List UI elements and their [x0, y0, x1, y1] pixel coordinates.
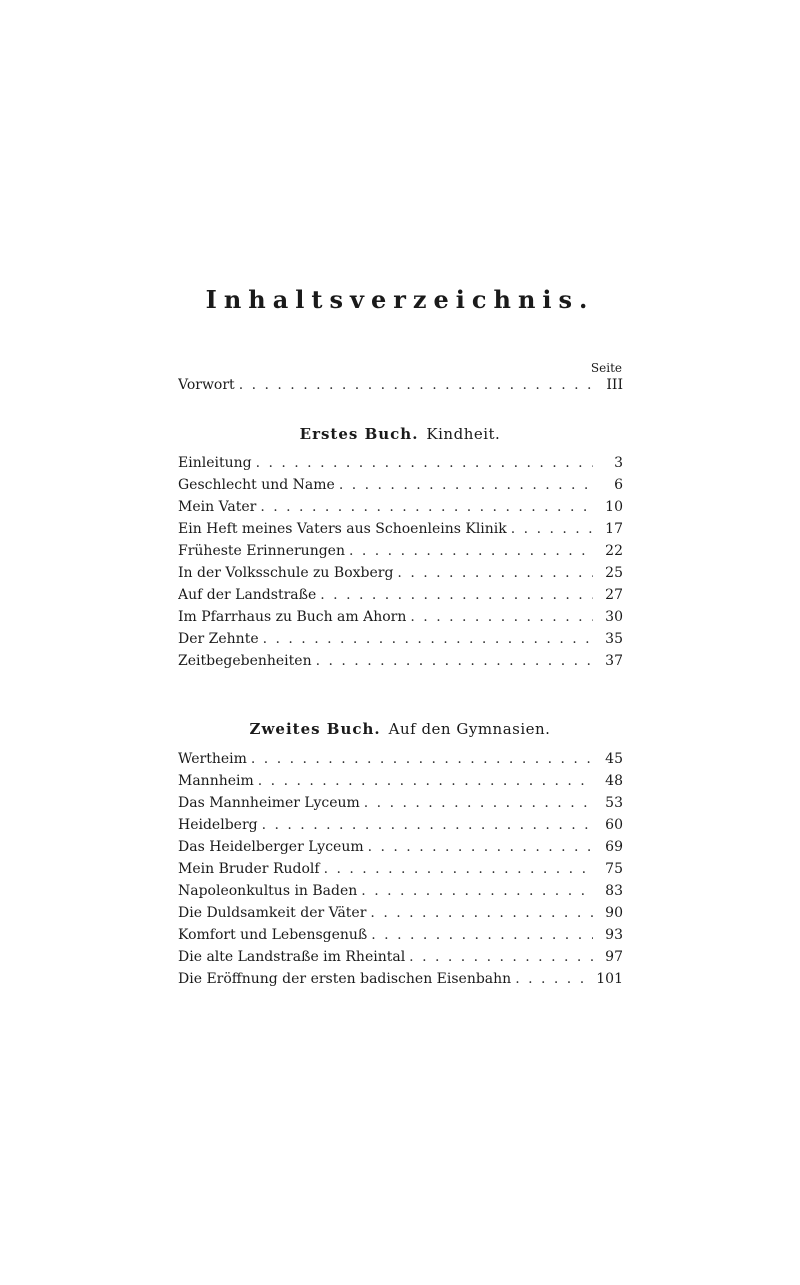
page-title: Inhaltsverzeichnis. [205, 285, 595, 314]
toc-entry [178, 748, 623, 770]
entry-page-number: 97 [605, 949, 623, 965]
entry-label: Heidelberg [178, 817, 258, 833]
dot-leader [397, 562, 593, 584]
entry-label: Das Mannheimer Lyceum [178, 795, 360, 811]
entry-page-number: 10 [605, 499, 623, 515]
entry-page-number: 60 [605, 817, 623, 833]
entry-page-number: 93 [605, 927, 623, 943]
dot-leader [361, 880, 593, 902]
toc-entry [178, 968, 623, 990]
dot-leader [316, 650, 593, 672]
toc-entry [178, 540, 623, 562]
toc-entry [178, 452, 623, 474]
entry-label: Der Zehnte [178, 631, 259, 647]
toc-entry [178, 584, 623, 606]
dot-leader [251, 748, 593, 770]
toc-entry [178, 474, 623, 496]
entry-page-number: 37 [605, 653, 623, 669]
entry-label: Das Heidelberger Lyceum [178, 839, 364, 855]
entry-page-number: 53 [605, 795, 623, 811]
dot-leader [320, 584, 593, 606]
entry-label: Im Pfarrhaus zu Buch am Ahorn [178, 609, 407, 625]
entry-label: Einleitung [178, 455, 252, 471]
entry-label: Ein Heft meines Vaters aus Schoenleins Klinik [178, 521, 507, 537]
entry-label: Mannheim [178, 773, 254, 789]
entry-label: Napoleonkultus in Baden [178, 883, 358, 899]
entry-page-number: 22 [605, 543, 623, 559]
book1-entries [178, 452, 623, 672]
toc-entry [178, 924, 623, 946]
toc-entry [178, 518, 623, 540]
dot-leader [368, 836, 593, 858]
dot-leader [511, 518, 593, 540]
book2-subtitle: Auf den Gymnasien. [388, 720, 551, 738]
dot-leader [262, 814, 593, 836]
toc-entry [178, 770, 623, 792]
toc-entry-foreword [178, 374, 623, 396]
entry-page-number: 25 [605, 565, 623, 581]
dot-leader [239, 374, 593, 396]
entry-label: Mein Vater [178, 499, 257, 515]
toc-entry [178, 496, 623, 518]
entry-label: In der Volksschule zu Boxberg [178, 565, 394, 581]
book2-heading-label: Zweites Buch. [249, 720, 381, 738]
entry-label: Geschlecht und Name [178, 477, 335, 493]
entry-label: Auf der Landstraße [178, 587, 317, 603]
entry-label: Wertheim [178, 751, 247, 767]
dot-leader [409, 946, 593, 968]
entry-page-number: 90 [605, 905, 623, 921]
entry-page-number: 35 [605, 631, 623, 647]
entry-page-number: 48 [605, 773, 623, 789]
entry-label: Die Eröffnung der ersten badischen Eisenbahn [178, 971, 512, 987]
entry-label: Mein Bruder Rudolf [178, 861, 320, 877]
dot-leader [370, 902, 593, 924]
toc-entry [178, 836, 623, 858]
entry-page-number: 17 [605, 521, 623, 537]
book1-subtitle: Kindheit. [426, 425, 501, 443]
entry-page-number: 69 [605, 839, 623, 855]
toc-entry [178, 628, 623, 650]
entry-label: Die Duldsamkeit der Väter [178, 905, 367, 921]
toc-entry [178, 880, 623, 902]
entry-page-number: 45 [605, 751, 623, 767]
entry-label: Zeitbegebenheiten [178, 653, 312, 669]
book2-heading [0, 720, 800, 738]
toc-entry [178, 562, 623, 584]
entry-label: Früheste Erinnerungen [178, 543, 345, 559]
dot-leader [263, 628, 593, 650]
page-column-label: Seite [590, 361, 622, 375]
entry-page-number: 30 [605, 609, 623, 625]
foreword-section [178, 374, 623, 396]
entry-page-number: 6 [614, 477, 623, 493]
dot-leader [256, 452, 593, 474]
book1-heading-label: Erstes Buch. [299, 425, 419, 443]
dot-leader [515, 968, 590, 990]
dot-leader [371, 924, 593, 946]
toc-entry [178, 858, 623, 880]
entry-label: Die alte Landstraße im Rheintal [178, 949, 406, 965]
entry-page-number: III [606, 377, 623, 393]
dot-leader [258, 770, 593, 792]
toc-entry [178, 650, 623, 672]
book1-heading [0, 425, 800, 443]
entry-page-number: 101 [596, 971, 623, 987]
entry-label: Vorwort [178, 377, 235, 393]
dot-leader [364, 792, 593, 814]
toc-entry [178, 606, 623, 628]
dot-leader [324, 858, 593, 880]
entry-page-number: 83 [605, 883, 623, 899]
entry-label: Komfort und Lebensgenuß [178, 927, 368, 943]
dot-leader [349, 540, 593, 562]
entry-page-number: 27 [605, 587, 623, 603]
toc-entry [178, 902, 623, 924]
toc-entry [178, 946, 623, 968]
dot-leader [260, 496, 593, 518]
toc-entry [178, 814, 623, 836]
toc-entry [178, 792, 623, 814]
entry-page-number: 3 [614, 455, 623, 471]
entry-page-number: 75 [605, 861, 623, 877]
dot-leader [410, 606, 593, 628]
dot-leader [339, 474, 593, 496]
book2-entries [178, 748, 623, 990]
